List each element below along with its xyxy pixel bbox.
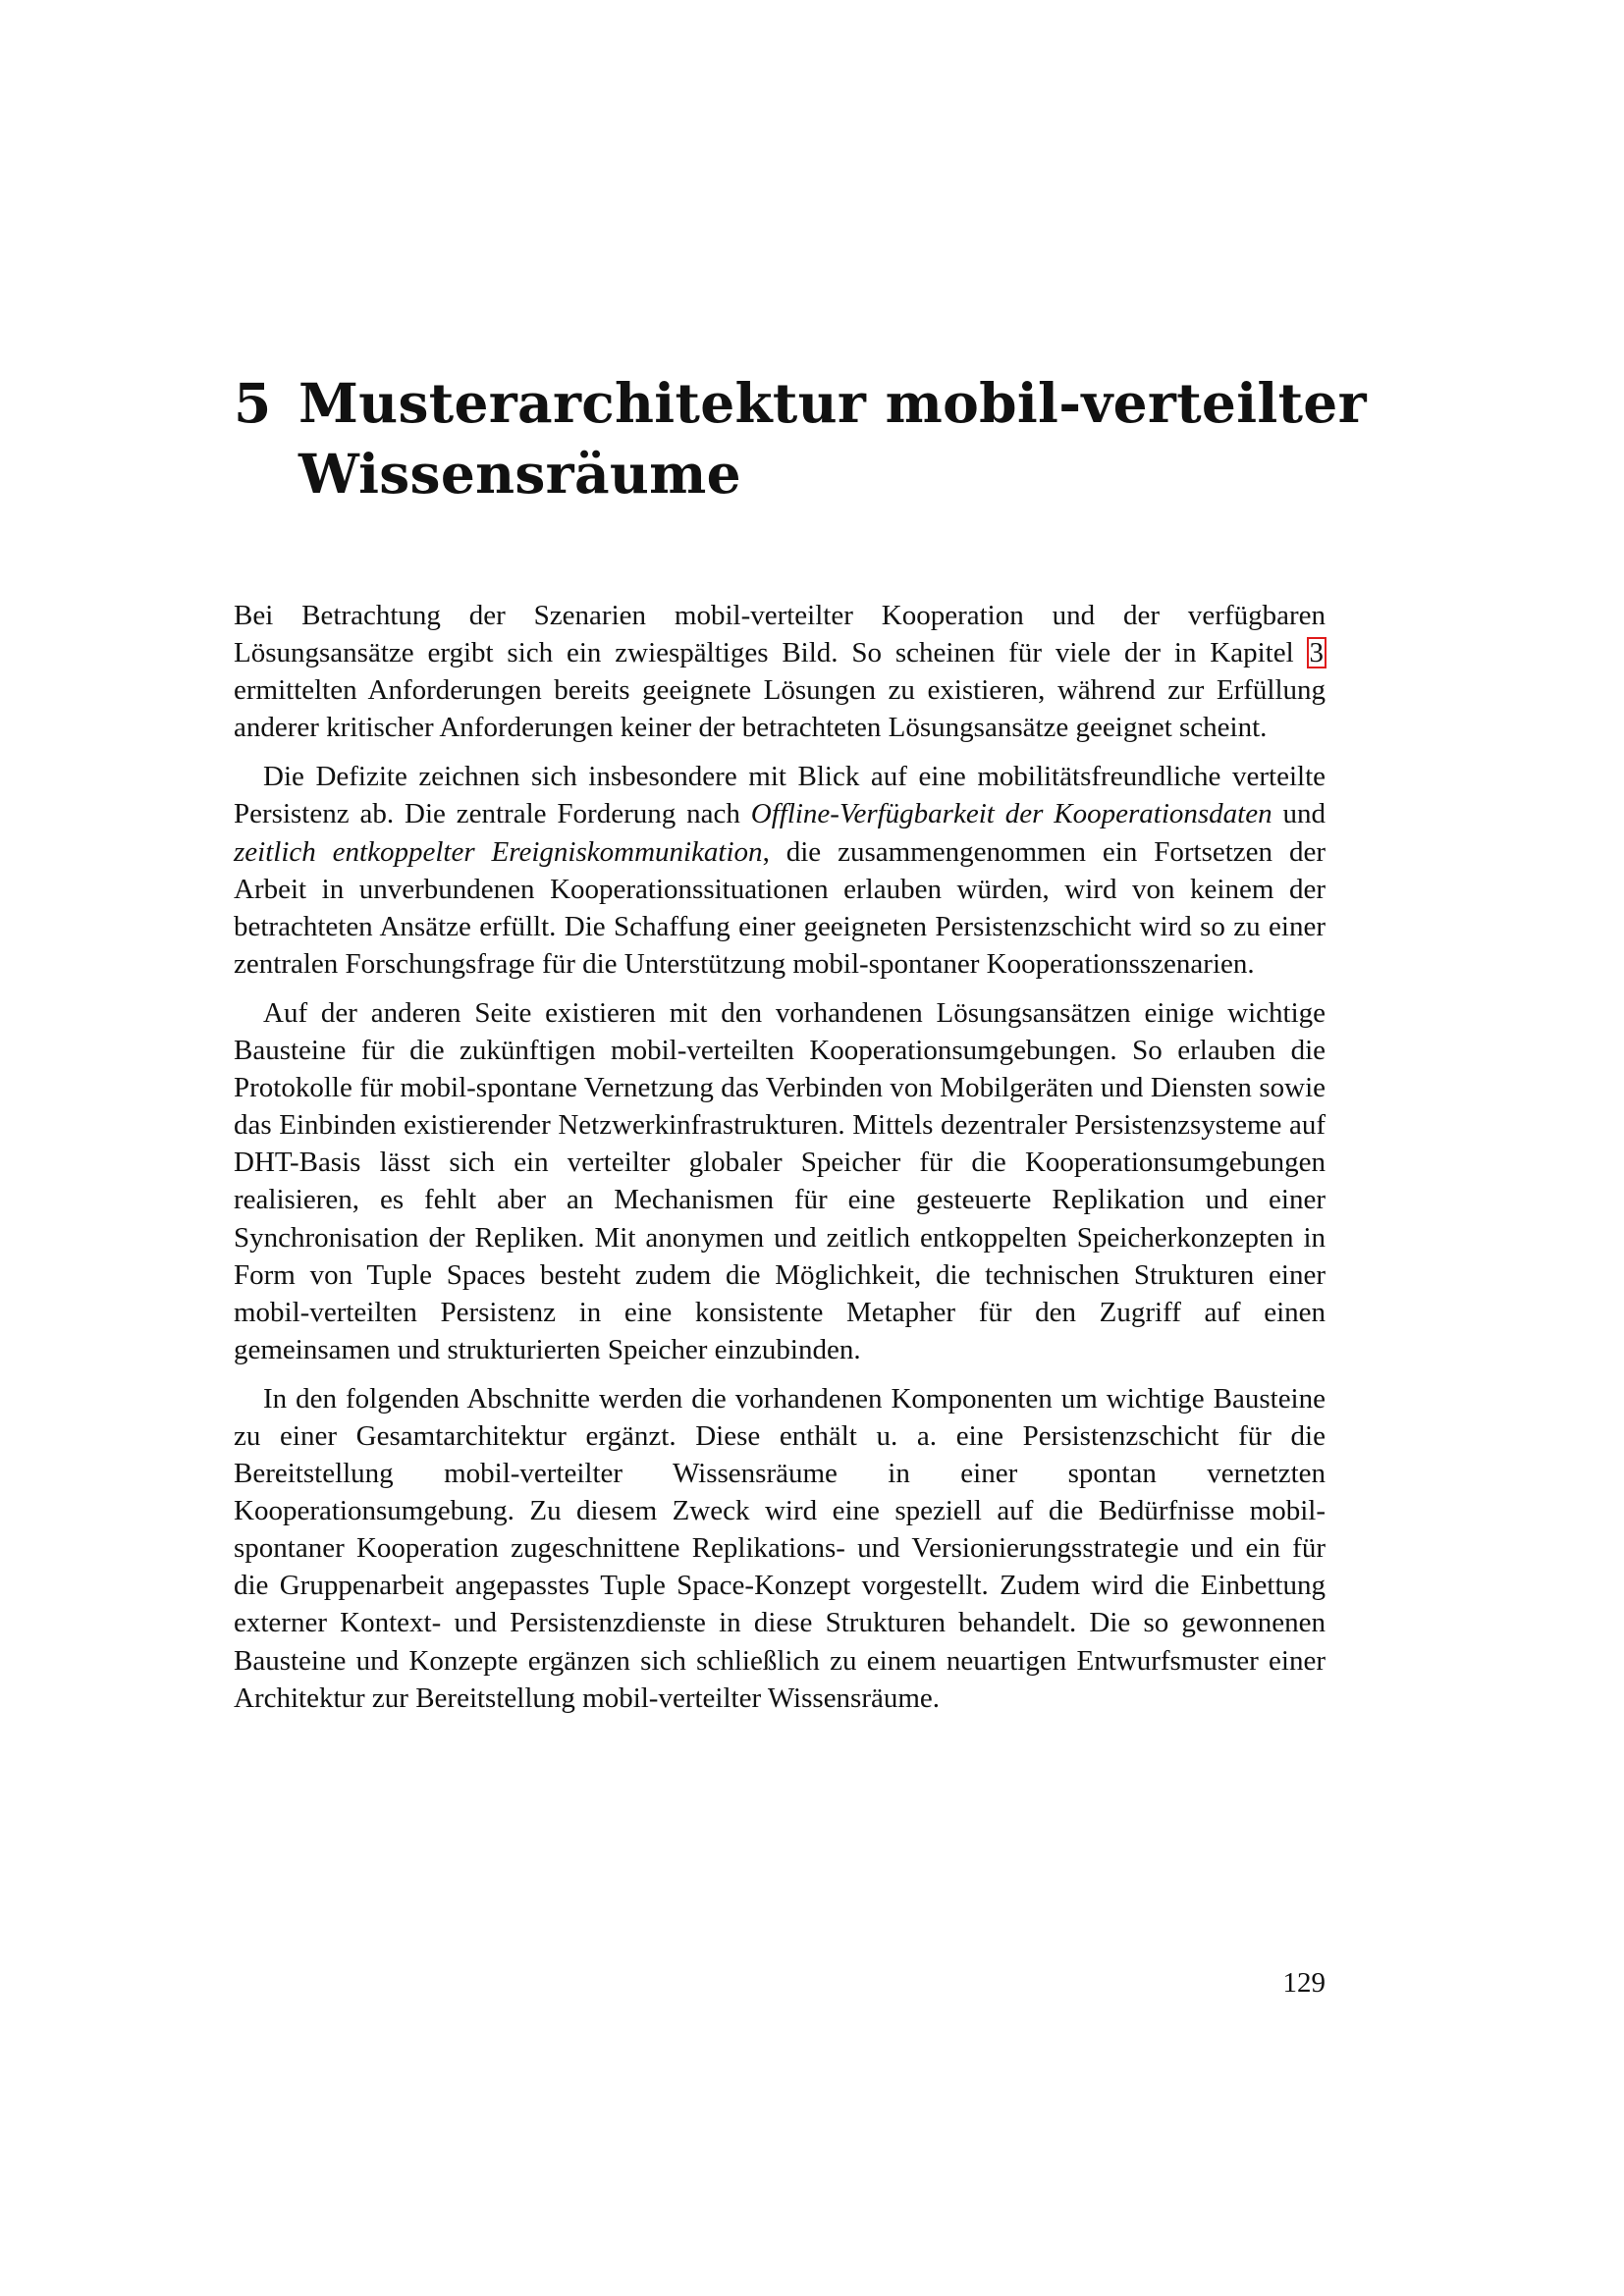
paragraph-2-text-c: , die zusammengenommen ein Fortsetzen der Arbeit in unverbundenen Kooperationssituationen erlauben würden, wird von keinem der betrachteten Ansätze erfüllt. Die Schaffung einer geeigneten Persistenzschicht wird so zu einer zentralen Forschungsfrage für die Unterstützung mobil-spontaner Kooperationsszenarien.	[234, 835, 1326, 980]
paragraph-2	[234, 758, 1326, 983]
chapter-body	[234, 597, 1326, 1729]
paragraph-1	[234, 597, 1326, 746]
chapter-3-reference-link[interactable]: 3	[1309, 637, 1324, 669]
paragraph-2-text-b: und	[1272, 798, 1326, 830]
chapter-heading	[234, 368, 1373, 509]
chapter-title-line-2: Wissensräume	[298, 442, 741, 506]
paragraph-2-text-a: Die Defizite zeichnen sich insbesondere mit Blick auf eine mobilitätsfreundliche verteilte Persistenz ab. Die zentrale Forderung nach	[234, 761, 1326, 830]
paragraph-3: Auf der anderen Seite existieren mit den vorhandenen Lösungsansätzen einige wichtige Bausteine für die zukünftigen mobil-verteilten Kooperationsumgebungen. So erlauben die Protokolle für mobil-spontane Vernetzung das Verbinden von Mobilgeräten und Diensten sowie das Einbinden existierender Netzwerkinfrastrukturen. Mittels dezentraler Persistenzsysteme auf DHT-Basis lässt sich ein verteilter globaler Speicher für die Kooperationsumgebungen realisieren, es fehlt aber an Mechanismen für eine gesteuerte Replikation und einer Synchronisation der Repliken. Mit anonymen und zeitlich entkoppelten Speicherkonzepten in Form von Tuple Spaces besteht zudem die Möglichkeit, die technischen Strukturen einer mobil-verteilten Persistenz in eine konsistente Metapher für den Zugriff auf einen gemeinsamen und strukturierten Speicher einzubinden.	[234, 996, 1326, 1365]
paragraph-1-text-a: Bei Betrachtung der Szenarien mobil-verteilter Kooperation und der verfügbaren Lösungsansätze ergibt sich ein zwiespältiges Bild. So scheinen für viele der in Kapitel	[234, 600, 1326, 669]
emphasis-event-communication: zeitlich entkoppelter Ereigniskommunikation	[234, 835, 763, 868]
chapter-title-line-1: Musterarchitektur mobil-verteilter	[298, 371, 1367, 435]
paragraph-1-text-b: ermittelten Anforderungen bereits geeignete Lösungen zu existieren, während zur Erfüllung anderer kritischer Anforderungen keiner der betrachteten Lösungsansätze geeignet scheint.	[234, 674, 1326, 744]
chapter-title	[298, 368, 1373, 509]
paragraph-4: In den folgenden Abschnitte werden die vorhandenen Komponenten um wichtige Bausteine zu einer Gesamtarchitektur ergänzt. Diese enthält u. a. eine Persistenzschicht für die Bereitstellung mobil-verteilter Wissensräume in einer spontan vernetzten Kooperationsumgebung. Zu diesem Zweck wird eine speziell auf die Bedürfnisse mobil-spontaner Kooperation zugeschnittene Replikations- und Versionierungsstrategie und ein für die Gruppenarbeit angepasstes Tuple Space-Konzept vorgestellt. Zudem wird die Einbettung externer Kontext- und Persistenzdienste in diese Strukturen behandelt. Die so gewonnenen Bausteine und Konzepte ergänzen sich schließlich zu einem neuartigen Entwurfsmuster einer Architektur zur Bereitstellung mobil-verteilter Wissensräume.	[234, 1382, 1326, 1714]
emphasis-offline-availability: Offline-Verfügbarkeit der Kooperationsdaten	[750, 798, 1272, 830]
page-number: 129	[1282, 1967, 1326, 1999]
chapter-number: 5	[234, 371, 272, 435]
